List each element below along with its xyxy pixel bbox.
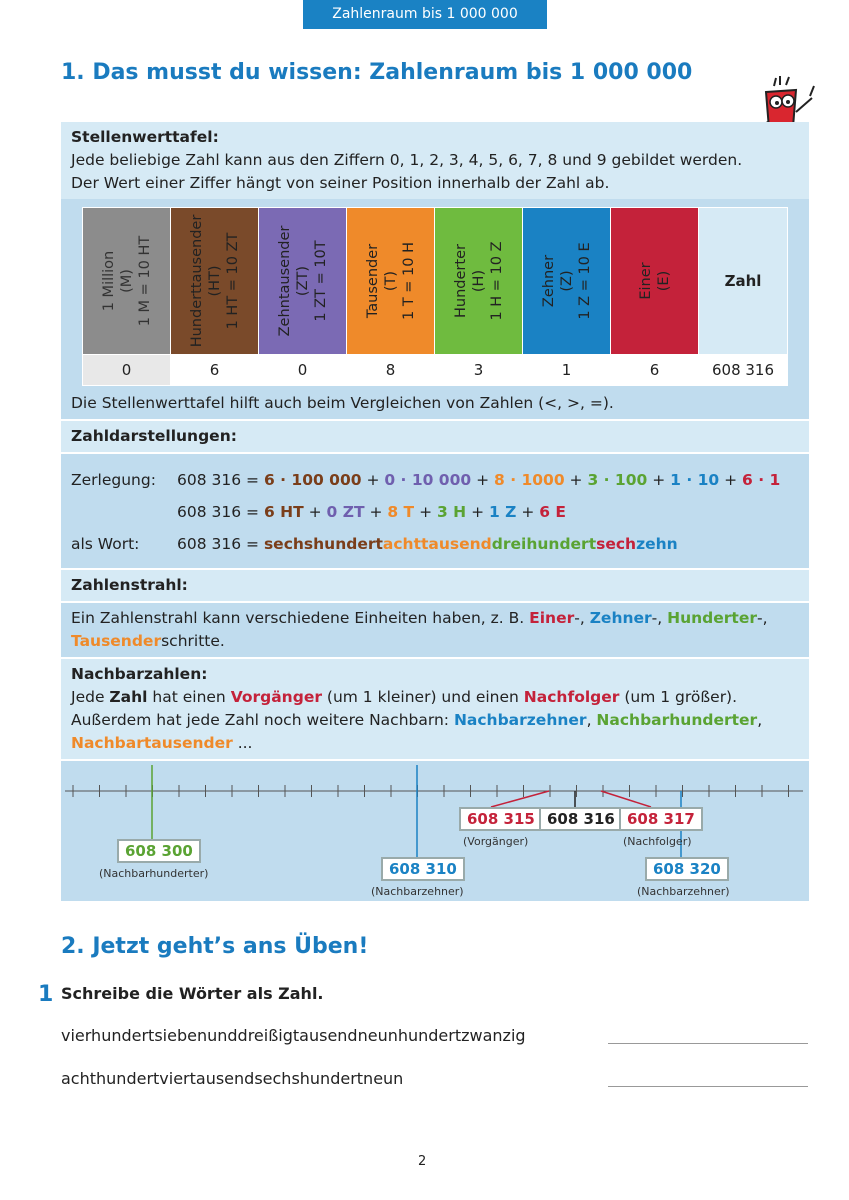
pv-header-4: Hunderter (H) 1 H = 10 Z xyxy=(435,208,523,355)
pv-zahl-value: 608 316 xyxy=(699,355,788,386)
box-608315: 608 315 xyxy=(459,807,543,831)
task-number: 1 xyxy=(38,982,54,1007)
cap-vorgaenger: (Vorgänger) xyxy=(463,835,529,848)
stellenwert-line1: Jede beliebige Zahl kann aus den Ziffern 0, 1, 2, 3, 4, 5, 6, 7, 8 und 9 gebildet werden. xyxy=(71,151,743,169)
als-wort-line: 608 316 = sechshundertachttausenddreihundertsechzehn xyxy=(177,535,678,553)
zahldarstellungen-section xyxy=(61,454,809,568)
zahldarstellungen-label: Zahldarstellungen: xyxy=(61,421,809,452)
box-608310: 608 310 xyxy=(381,857,465,881)
nachbar-line2: Außerdem hat jede Zahl noch weitere Nachbarn: Nachbarzehner, Nachbarhunderter, xyxy=(71,711,763,729)
pv-header-2: Zehntausender (ZT) 1 ZT = 10T xyxy=(259,208,347,355)
cap-nachbarzehner-right: (Nachbarzehner) xyxy=(637,885,730,898)
task-instruction: Schreibe die Wörter als Zahl. xyxy=(61,984,324,1003)
pv-header-6: Einer (E) xyxy=(611,208,699,355)
box-608317: 608 317 xyxy=(619,807,703,831)
zerlegung-line2: 608 316 = 6 HT + 0 ZT + 8 T + 3 H + 1 Z + 6 E xyxy=(177,503,567,521)
answer-line-1[interactable] xyxy=(608,1043,808,1044)
task-item-1: vierhundertsiebenunddreißigtausendneunhundertzwanzig xyxy=(61,1026,526,1045)
cap-nachfolger: (Nachfolger) xyxy=(623,835,692,848)
zahlenstrahl-text: Ein Zahlenstrahl kann verschiedene Einheiten haben, z. B. Einer-, Zehner-, Hunderter-, Tausenderschritte. xyxy=(61,603,809,657)
number-line xyxy=(61,761,809,901)
pv-digit-0: 0 xyxy=(83,355,171,386)
cap-nachbarzehner-left: (Nachbarzehner) xyxy=(371,885,464,898)
pv-digit-2: 0 xyxy=(259,355,347,386)
zerlegung-line1: 608 316 = 6 · 100 000 + 0 · 10 000 + 8 · 1000 + 3 · 100 + 1 · 10 + 6 · 1 xyxy=(177,471,781,489)
cap-nachbarhunderter: (Nachbarhunderter) xyxy=(99,867,209,880)
chapter-tab: Zahlenraum bis 1 000 000 xyxy=(303,0,547,29)
box-608316: 608 316 xyxy=(539,807,623,831)
box-608300: 608 300 xyxy=(117,839,201,863)
task-item-2: achthundertviertausendsechshundertneun xyxy=(61,1069,404,1088)
pv-digit-5: 1 xyxy=(523,355,611,386)
section2-title: 2. Jetzt geht’s ans Üben! xyxy=(61,934,369,959)
pv-header-0: 1 Million (M) 1 M = 10 HT xyxy=(83,208,171,355)
connector-608317 xyxy=(601,791,651,807)
nachbarzahlen-section xyxy=(61,659,809,759)
stellenwert-note: Die Stellenwerttafel hilft auch beim Vergleichen von Zahlen (<, >, =). xyxy=(71,394,614,412)
zahlenstrahl-label: Zahlenstrahl: xyxy=(61,570,809,601)
nachbar-line1: Jede Zahl hat einen Vorgänger (um 1 kleiner) und einen Nachfolger (um 1 größer). xyxy=(71,688,738,706)
nachbar-line3: Nachbartausender ... xyxy=(71,734,253,752)
box-608320: 608 320 xyxy=(645,857,729,881)
place-value-area xyxy=(61,199,809,419)
answer-line-2[interactable] xyxy=(608,1086,808,1087)
pv-digit-4: 3 xyxy=(435,355,523,386)
pv-header-zahl: Zahl xyxy=(699,208,788,355)
pv-digit-3: 8 xyxy=(347,355,435,386)
info-panel xyxy=(61,122,809,901)
pv-header-5: Zehner (Z) 1 Z = 10 E xyxy=(523,208,611,355)
connector-608315 xyxy=(491,791,549,807)
zerlegung-label: Zerlegung: xyxy=(71,471,156,489)
pv-digit-6: 6 xyxy=(611,355,699,386)
place-value-table xyxy=(82,207,788,386)
pv-digit-1: 6 xyxy=(171,355,259,386)
section-title: 1. Das musst du wissen: Zahlenraum bis 1 000 000 xyxy=(61,60,693,85)
page-number: 2 xyxy=(418,1154,427,1169)
stellenwert-section xyxy=(61,122,809,199)
stellenwert-line2: Der Wert einer Ziffer hängt von seiner Position innerhalb der Zahl ab. xyxy=(71,174,610,192)
als-wort-label: als Wort: xyxy=(71,535,140,553)
pv-header-1: Hunderttausender (HT) 1 HT = 10 ZT xyxy=(171,208,259,355)
stellenwert-label: Stellenwerttafel: xyxy=(71,128,219,146)
pv-header-3: Tausender (T) 1 T = 10 H xyxy=(347,208,435,355)
nachbarzahlen-label: Nachbarzahlen: xyxy=(71,665,208,683)
